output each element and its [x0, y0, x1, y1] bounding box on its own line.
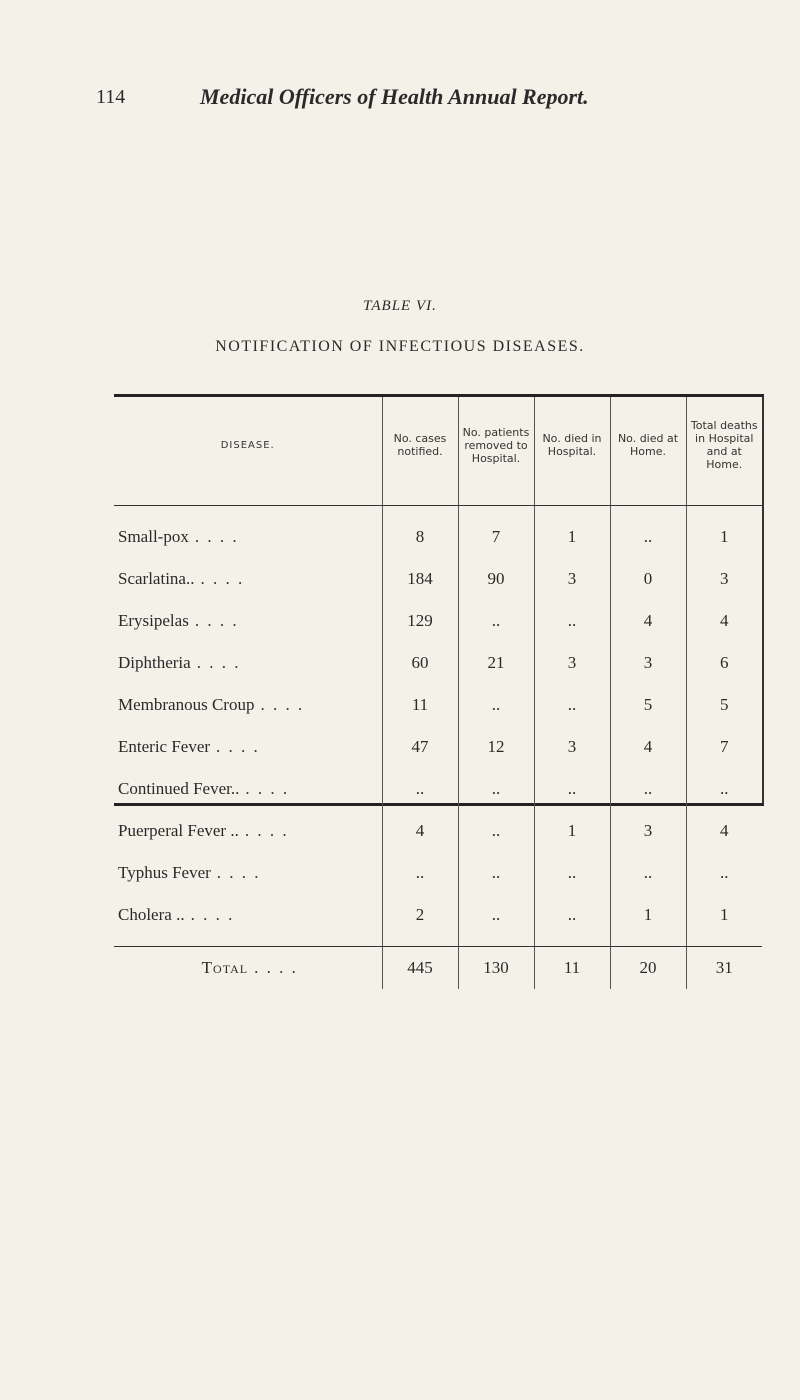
table-row: [114, 600, 762, 642]
cell-notified: 2: [382, 894, 458, 936]
cell-died-hospital: ..: [534, 684, 610, 726]
cell-removed: ..: [458, 600, 534, 642]
leader-dots: . . . .: [216, 863, 261, 882]
cell-died-hospital: ..: [534, 768, 610, 810]
cell-total: 7: [686, 726, 762, 768]
cell-died-home: 4: [610, 600, 686, 642]
leader-dots: . . . .: [194, 527, 239, 546]
table-header-row: [114, 397, 762, 493]
total-notified: 445: [382, 947, 458, 990]
table-subtitle: NOTIFICATION OF INFECTIOUS DISEASES.: [215, 338, 585, 355]
cell-removed: ..: [458, 684, 534, 726]
disease-name: Cholera ..: [118, 905, 185, 924]
disease-name: Diphtheria: [118, 653, 191, 672]
total-deaths: 31: [686, 947, 762, 990]
table-row: [114, 726, 762, 768]
cell-died-home: 5: [610, 684, 686, 726]
cell-died-hospital: ..: [534, 894, 610, 936]
leader-dots: . . . .: [194, 611, 239, 630]
notification-table: [114, 394, 764, 977]
total-rule: [114, 936, 762, 947]
disease-name: Continued Fever..: [118, 779, 240, 798]
table-row: [114, 642, 762, 684]
cell-died-home: 3: [610, 642, 686, 684]
cell-total: 4: [686, 600, 762, 642]
table-row: [114, 810, 762, 852]
cell-removed: 12: [458, 726, 534, 768]
total-removed: 130: [458, 947, 534, 990]
cell-died-home: ..: [610, 768, 686, 810]
header-notified: No. cases notified.: [382, 397, 458, 493]
leader-dots: . . . .: [196, 653, 241, 672]
total-label: Total: [201, 958, 249, 977]
spacer-row: [114, 506, 762, 517]
disease-name: Small-pox: [118, 527, 189, 546]
leader-dots: . . . .: [260, 695, 305, 714]
cell-died-hospital: 3: [534, 726, 610, 768]
leader-dots: . . . .: [216, 737, 260, 756]
cell-removed: ..: [458, 810, 534, 852]
cell-removed: ..: [458, 894, 534, 936]
running-title: Medical Officers of Health Annual Report.: [200, 84, 589, 109]
total-row: [114, 947, 762, 990]
cell-total: ..: [686, 852, 762, 894]
cell-removed: 21: [458, 642, 534, 684]
cell-died-hospital: ..: [534, 600, 610, 642]
leader-dots: . . . .: [245, 779, 290, 798]
cell-died-hospital: 1: [534, 810, 610, 852]
cell-notified: 129: [382, 600, 458, 642]
table-row: [114, 558, 762, 600]
table-row: [114, 516, 762, 558]
cell-removed: ..: [458, 852, 534, 894]
cell-removed: ..: [458, 768, 534, 810]
cell-notified: 8: [382, 516, 458, 558]
disease-name: Typhus Fever: [118, 863, 211, 882]
cell-total: 4: [686, 810, 762, 852]
header-total-deaths: Total deaths in Hospital and at Home.: [686, 397, 762, 493]
leader-dots: . . . .: [200, 569, 245, 588]
cell-notified: 60: [382, 642, 458, 684]
cell-died-hospital: ..: [534, 852, 610, 894]
header-disease: DISEASE.: [220, 439, 275, 451]
cell-notified: 184: [382, 558, 458, 600]
cell-died-home: 4: [610, 726, 686, 768]
disease-name: Membranous Croup: [118, 695, 255, 714]
cell-notified: ..: [382, 852, 458, 894]
cell-died-home: 0: [610, 558, 686, 600]
cell-total: ..: [686, 768, 762, 810]
cell-notified: 11: [382, 684, 458, 726]
table-row: [114, 684, 762, 726]
cell-died-home: ..: [610, 516, 686, 558]
cell-died-home: 1: [610, 894, 686, 936]
page-header: [96, 78, 656, 118]
leader-dots: . . . .: [254, 958, 298, 977]
header-died-home: No. died at Home.: [610, 397, 686, 493]
table-row: [114, 768, 762, 810]
cell-removed: 7: [458, 516, 534, 558]
cell-died-hospital: 3: [534, 558, 610, 600]
cell-total: 1: [686, 516, 762, 558]
cell-died-home: 3: [610, 810, 686, 852]
cell-died-home: ..: [610, 852, 686, 894]
total-died-hospital: 11: [534, 947, 610, 990]
table-row: [114, 894, 762, 936]
leader-dots: . . . .: [190, 905, 235, 924]
header-died-hospital: No. died in Hospital.: [534, 397, 610, 493]
cell-total: 1: [686, 894, 762, 936]
disease-name: Scarlatina..: [118, 569, 195, 588]
cell-total: 5: [686, 684, 762, 726]
disease-name: Puerperal Fever ..: [118, 821, 239, 840]
cell-notified: 4: [382, 810, 458, 852]
cell-total: 6: [686, 642, 762, 684]
table-row: [114, 852, 762, 894]
total-died-home: 20: [610, 947, 686, 990]
disease-name: Erysipelas: [118, 611, 189, 630]
table-title: TABLE VI.: [363, 298, 437, 314]
cell-notified: 47: [382, 726, 458, 768]
header-rule: [114, 493, 762, 506]
leader-dots: . . . .: [244, 821, 289, 840]
page-number: 114: [96, 86, 126, 108]
header-removed: No. patients removed to Hospital.: [458, 397, 534, 493]
cell-removed: 90: [458, 558, 534, 600]
cell-notified: ..: [382, 768, 458, 810]
cell-died-hospital: 1: [534, 516, 610, 558]
cell-total: 3: [686, 558, 762, 600]
disease-name: Enteric Fever: [118, 737, 211, 756]
cell-died-hospital: 3: [534, 642, 610, 684]
